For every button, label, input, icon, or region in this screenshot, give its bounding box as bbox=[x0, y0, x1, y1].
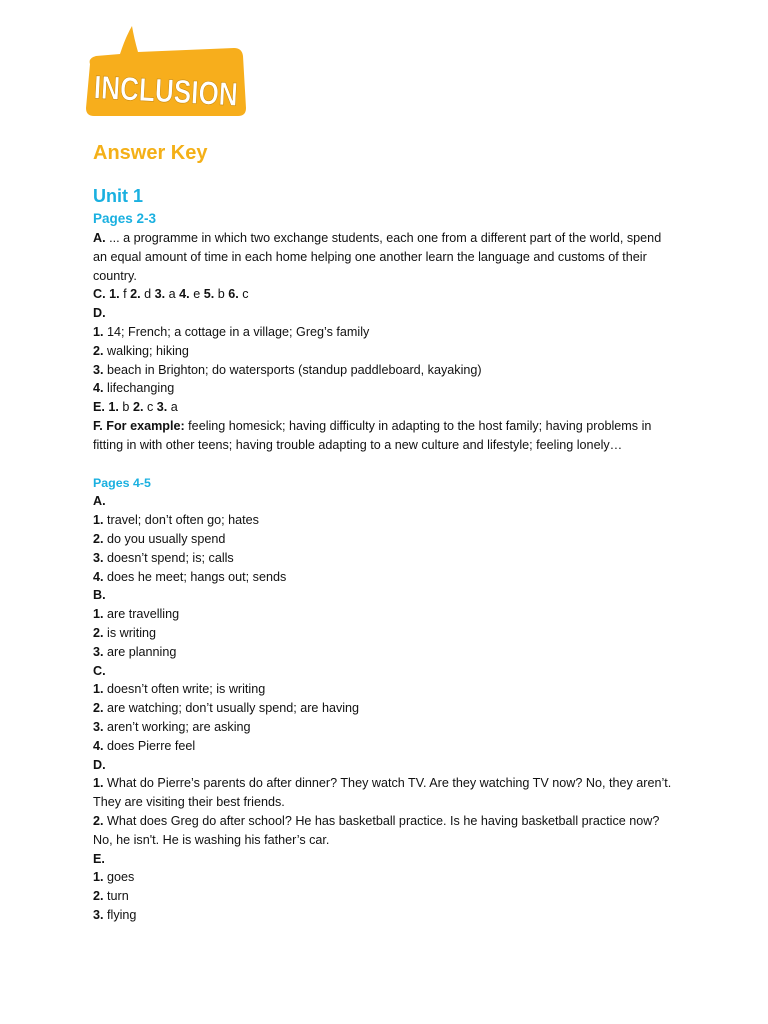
list-item: 3. are planning bbox=[93, 644, 177, 659]
list-item: 1. What do Pierre’s parents do after dinner? They watch TV. Are they watching TV now? No, they aren’t. They are visiting their best friends. bbox=[93, 776, 672, 810]
list-item: 1. goes bbox=[93, 870, 135, 885]
spacer bbox=[93, 455, 678, 474]
logo-text: INCLUSION bbox=[92, 68, 277, 115]
list-item: 3. doesn’t spend; is; calls bbox=[93, 550, 234, 565]
list-item: 3. beach in Brighton; do watersports (standup paddleboard, kayaking) bbox=[93, 362, 482, 377]
list-item: 4. does Pierre feel bbox=[93, 738, 196, 753]
answer-B-label: B. bbox=[93, 588, 106, 603]
answer-E-label: E. bbox=[93, 851, 105, 866]
list-item: 2. are watching; don’t usually spend; are having bbox=[93, 701, 360, 716]
list-item: 1. 14; French; a cottage in a village; Greg’s family bbox=[93, 324, 370, 339]
answer-C: C. 1. f 2. d 3. a 4. e 5. b 6. c bbox=[93, 287, 249, 302]
answer-D-label: D. bbox=[93, 306, 106, 321]
list-item: 4. does he meet; hangs out; sends bbox=[93, 569, 287, 584]
answer-E: E. 1. b 2. c 3. a bbox=[93, 400, 178, 415]
answer-F: F. For example: feeling homesick; having difficulty in adapting to the host family; having problems in fitting in with other teens; having trouble adapting to a new culture and lifestyle; feeling lonely… bbox=[93, 418, 652, 452]
list-item: 2. turn bbox=[93, 889, 129, 904]
list-item: 1. travel; don’t often go; hates bbox=[93, 513, 259, 528]
section-heading-pages-2-3: Pages 2-3 bbox=[93, 211, 157, 226]
list-item: 4. lifechanging bbox=[93, 381, 175, 396]
list-item: 2. walking; hiking bbox=[93, 343, 189, 358]
answer-D-label: D. bbox=[93, 757, 106, 772]
list-item: 2. do you usually spend bbox=[93, 531, 226, 546]
answer-C-label: C. bbox=[93, 663, 106, 678]
unit-heading: Unit 1 bbox=[93, 186, 144, 206]
section-heading-pages-4-5: Pages 4-5 bbox=[93, 475, 151, 490]
answer-key-content bbox=[93, 140, 678, 925]
inclusion-logo bbox=[80, 22, 277, 122]
answer-A-label: A. bbox=[93, 494, 106, 509]
list-item: 1. are travelling bbox=[93, 607, 180, 622]
page-title: Answer Key bbox=[93, 142, 208, 164]
list-item: 1. doesn’t often write; is writing bbox=[93, 682, 266, 697]
list-item: 2. is writing bbox=[93, 625, 157, 640]
list-item: 2. What does Greg do after school? He has basketball practice. Is he having basketball practice now? No, he isn't. He is washing his father’s car. bbox=[93, 813, 660, 847]
answer-A: A. ... a programme in which two exchange students, each one from a different part of the world, spend an equal amount of time in each home helping one another learn the language and customs of their country. bbox=[93, 231, 662, 283]
list-item: 3. aren’t working; are asking bbox=[93, 719, 251, 734]
list-item: 3. flying bbox=[93, 907, 137, 922]
